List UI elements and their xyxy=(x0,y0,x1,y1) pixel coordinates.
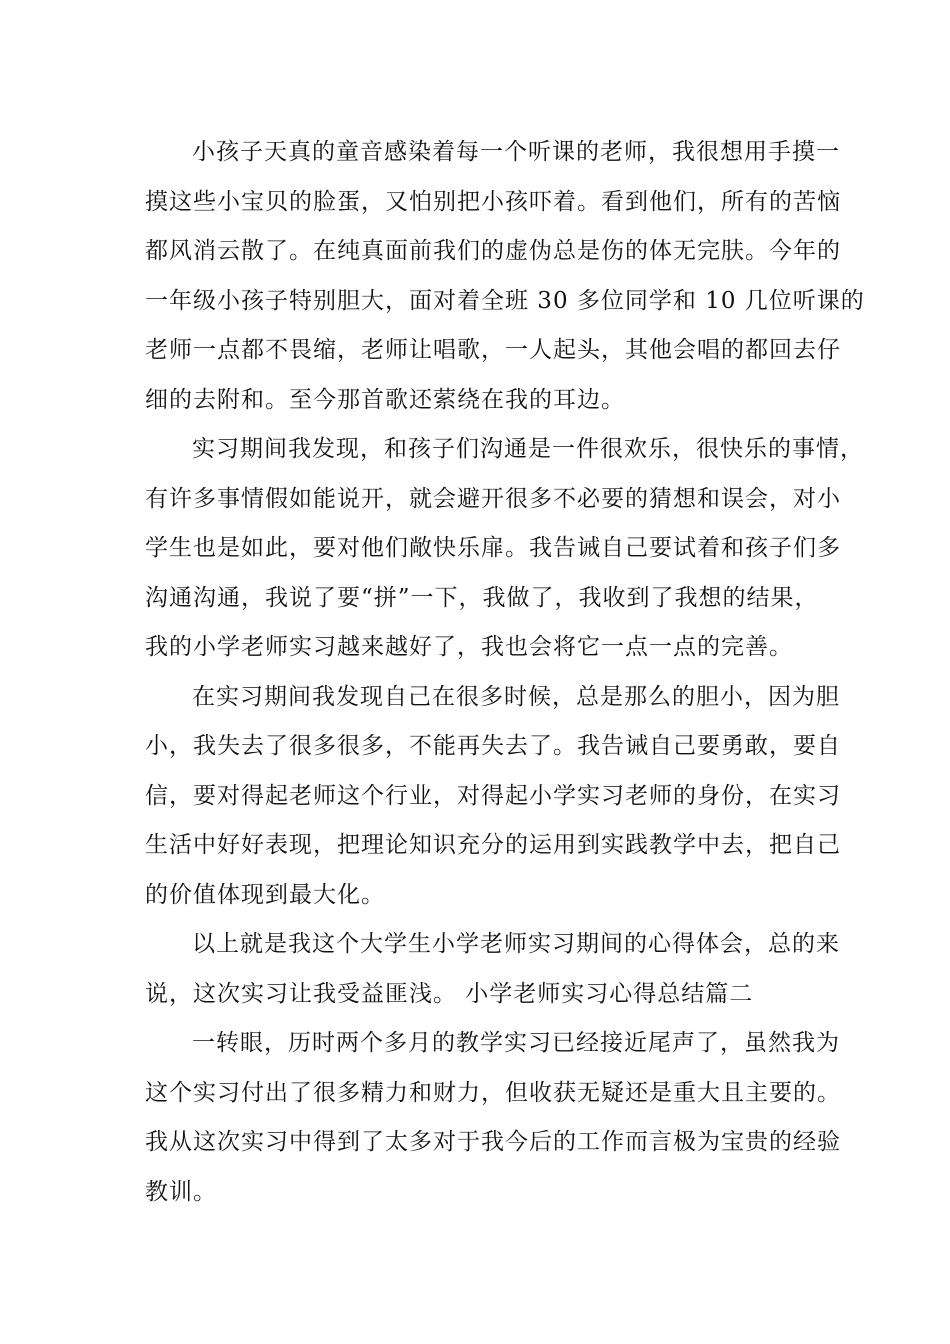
text-line: 老师一点都不畏缩，老师让唱歌，一人起头，其他会唱的都回去仔 xyxy=(145,337,841,363)
paragraph-5 xyxy=(145,1019,841,1217)
text-line: 沟通沟通，我说了要“拼”一下，我做了，我收到了我想的结果， xyxy=(145,584,819,611)
text-line: 信，要对得起老师这个行业，对得起小学实习老师的身份，在实习 xyxy=(145,782,841,809)
text-line: 都风消云散了。在纯真面前我们的虚伪总是伤的体无完肤。今年的 xyxy=(145,238,841,264)
text-line: 说，这次实习让我受益匪浅。 小学老师实习心得总结篇二 xyxy=(145,980,754,1007)
text-line: 教训。 xyxy=(145,1178,217,1205)
paragraph-3 xyxy=(145,673,841,921)
paragraph-1 xyxy=(145,128,865,425)
paragraph-4 xyxy=(145,920,840,1019)
text-line: 以上就是我这个大学生小学老师实习期间的心得体会，总的来 xyxy=(192,931,840,957)
text-line: 一转眼，历时两个多月的教学实习已经接近尾声了，虽然我为 xyxy=(192,1030,840,1056)
text-line: 学生也是如此，要对他们敞快乐扉。我告诫自己要试着和孩子们多 xyxy=(145,535,841,561)
text-line: 我从这次实习中得到了太多对于我今后的工作而言极为宝贵的经验 xyxy=(145,1129,841,1155)
text-line: 这个实习付出了很多精力和财力，但收获无疑还是重大且主要的。 xyxy=(145,1079,841,1106)
text-line: 小孩子天真的童音感染着每一个听课的老师，我很想用手摸一 xyxy=(192,139,840,165)
text-line: 一年级小孩子特别胆大，面对着全班 30 多位同学和 10 几位听课的 xyxy=(145,287,865,314)
paragraph-2 xyxy=(145,425,864,673)
text-line: 细的去附和。至今那首歌还萦绕在我的耳边。 xyxy=(145,386,625,413)
text-line: 的价值体现到最大化。 xyxy=(145,881,385,908)
text-line: 小，我失去了很多很多，不能再失去了。我告诫自己要勇敢，要自 xyxy=(145,733,841,759)
text-line: 实习期间我发现，和孩子们沟通是一件很欢乐，很快乐的事情， xyxy=(192,436,864,462)
text-line: 在实习期间我发现自己在很多时候，总是那么的胆小，因为胆 xyxy=(192,683,840,710)
text-line: 生活中好好表现，把理论知识充分的运用到实践教学中去，把自己 xyxy=(145,832,841,858)
text-line: 摸这些小宝贝的脸蛋，又怕别把小孩吓着。看到他们，所有的苦恼 xyxy=(145,188,841,215)
text-line: 有许多事情假如能说开，就会避开很多不必要的猜想和误会，对小 xyxy=(145,485,841,512)
document-body xyxy=(145,128,865,1217)
text-line: 我的小学老师实习越来越好了，我也会将它一点一点的完善。 xyxy=(145,634,793,660)
